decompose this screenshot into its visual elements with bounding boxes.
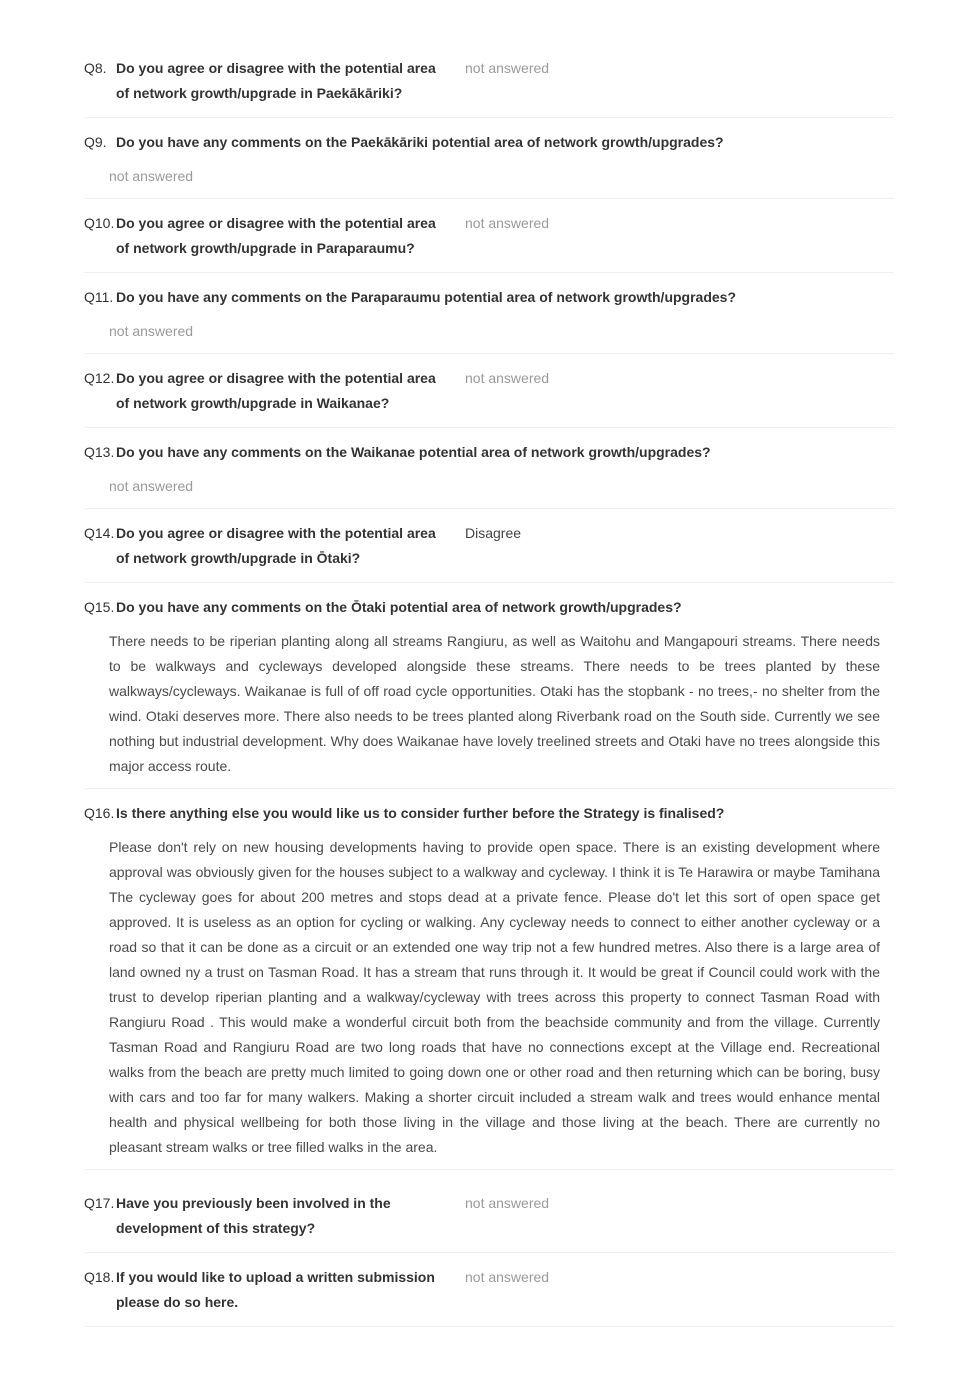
question-number: Q8.: [84, 60, 107, 76]
question-q18: [84, 1262, 894, 1327]
answer-value: not answered: [465, 1269, 550, 1285]
answer-value: not answered: [109, 478, 194, 494]
answer-text: Please don't rely on new housing developments having to provide open space. There is an existing development where approval was obviously given for the houses subject to a walkway and cycleway. I think it is Te Harawira or maybe Tamihana The cycleway goes for about 200 metres and stops dead at a private fence. Please do't let this sort of open space get approved. It is useless as an option for cycling or walking. Any cycleway needs to connect to either another cycleway or a road so that it can be done as a circuit or an extended one way trip not a few hundred metres. Also there is a large area of land owned ny a trust on Tasman Road. It has a stream that runs through it. It would be great if Council could work with the trust to develop riperian planting and a walkway/cycleway with trees across this property to connect Tasman Road with Rangiuru Road . This would make a wonderful circuit both from the beachside community and from the village. Currently Tasman Road and Rangiuru Road are two long roads that have no connections except at the Village end. Recreational walks from the beach are pretty much limited to going down one or other road and then returning which can be boring, busy with cars and too far for many walkers. Making a shorter circuit included a stream walk and trees would enhance mental health and physical wellbeing for both those living in the village and those living at the beach. There are currently no pleasant stream walks or tree filled walks in the area.: [109, 839, 880, 1155]
question-text: Do you have any comments on the Waikanae potential area of network growth/upgrades?: [116, 444, 711, 460]
question-q10: [84, 208, 894, 273]
question-q12: [84, 363, 894, 428]
question-text: Do you have any comments on the Ōtaki potential area of network growth/upgrades?: [116, 599, 682, 615]
question-number: Q18.: [84, 1269, 115, 1285]
question-text: If you would like to upload a written submission please do so here.: [116, 1269, 435, 1310]
question-q15: [84, 592, 894, 789]
answer-value: not answered: [465, 370, 550, 386]
question-q17: [84, 1188, 894, 1253]
question-number: Q16.: [84, 805, 115, 821]
question-number: Q11.: [84, 289, 114, 305]
answer-value: not answered: [465, 1195, 550, 1211]
question-q13: [84, 437, 894, 509]
question-text: Have you previously been involved in the development of this strategy?: [116, 1195, 391, 1236]
question-number: Q10.: [84, 215, 115, 231]
answer-value: Disagree: [465, 525, 522, 541]
answer-value: not answered: [109, 323, 194, 339]
question-number: Q13.: [84, 444, 115, 460]
question-text: Do you have any comments on the Paekākāriki potential area of network growth/upgrades?: [116, 134, 724, 150]
question-text: Do you agree or disagree with the potential area of network growth/upgrade in Paraparaumu?: [116, 215, 436, 256]
question-text: Do you agree or disagree with the potential area of network growth/upgrade in Paekākāriki?: [116, 60, 436, 101]
question-q11: [84, 282, 894, 354]
question-q9: [84, 127, 894, 199]
survey-response-page: [84, 53, 894, 1327]
question-text: Do you have any comments on the Paraparaumu potential area of network growth/upgrades?: [116, 289, 737, 305]
question-number: Q12.: [84, 370, 115, 386]
question-text: Is there anything else you would like us to consider further before the Strategy is finalised?: [116, 805, 725, 821]
answer-value: not answered: [109, 168, 194, 184]
answer-value: not answered: [465, 60, 550, 76]
question-number: Q14.: [84, 525, 115, 541]
answer-text: There needs to be riperian planting along all streams Rangiuru, as well as Waitohu and Mangapouri streams. There needs to be walkways and cycleways developed alongside these streams. There needs to be trees planted by these walkways/cycleways. Waikanae is full of off road cycle opportunities. Otaki has the stopbank - no trees,- no shelter from the wind. Otaki deserves more. There also needs to be trees planted along Riverbank road on the South side. Currently we see nothing but industrial development. Why does Waikanae have lovely treelined streets and Otaki have no trees alongside this major access route.: [109, 633, 880, 774]
question-text: Do you agree or disagree with the potential area of network growth/upgrade in Ōtaki?: [116, 525, 436, 566]
question-text: Do you agree or disagree with the potential area of network growth/upgrade in Waikanae?: [116, 370, 436, 411]
question-q16: [84, 798, 894, 1170]
question-q14: [84, 518, 894, 583]
question-number: Q9.: [84, 134, 107, 150]
question-number: Q15.: [84, 599, 115, 615]
question-number: Q17.: [84, 1195, 115, 1211]
answer-value: not answered: [465, 215, 550, 231]
question-q8: [84, 53, 894, 118]
